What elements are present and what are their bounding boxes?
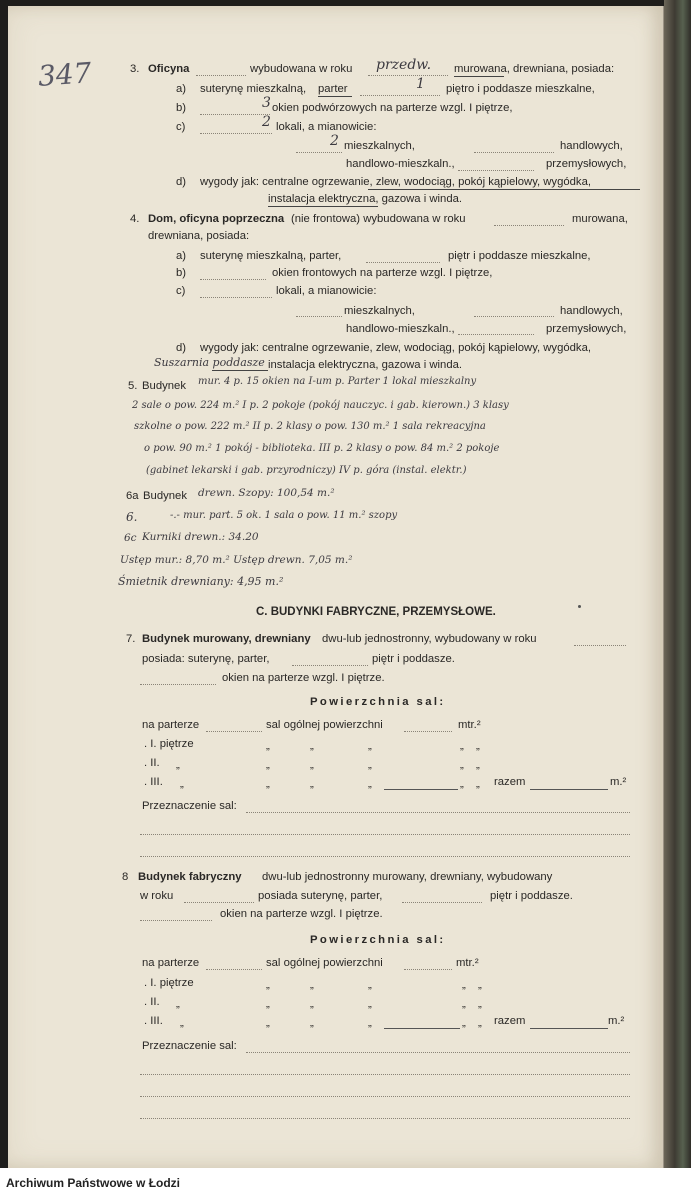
s3-a-hw: 1 (416, 76, 425, 92)
s6d-hw: Ustęp mur.: 8,70 m.² Ustęp drewn. 7,05 m.² (120, 554, 353, 566)
s6e-hw: Śmietnik drewniany: 4,95 m.² (118, 575, 284, 588)
s6a-label: Budynek (143, 490, 187, 502)
s8-r3-d5: „ (478, 998, 482, 1010)
s7-r3-d5: „ (476, 759, 480, 771)
s7-r1a: na parterze (142, 719, 200, 731)
s3-materials: murowana, drewniana, posiada: (454, 63, 615, 75)
s5-hw2: 2 sale o pow. 224 m.² I p. 2 pokoje (pokój nauczyc. i gab. kierown.) 3 klasy (132, 400, 509, 411)
s4-b-letter: b) (176, 267, 187, 279)
s8-r3-d3: „ (368, 998, 372, 1010)
s5-num: 5. (128, 380, 138, 392)
s7-r3-d2: „ (310, 759, 314, 771)
s5-hw3: szkolne o pow. 222 m.² II p. 2 klasy o pow. 130 m.² 1 sala rekreacyjna (134, 421, 486, 432)
s7-r4-d5: „ (476, 778, 480, 790)
s3-a-letter: a) (176, 83, 187, 95)
s7-r3-d4: „ (460, 759, 464, 771)
s8-razem: razem (494, 1015, 526, 1027)
s4-c-handl: handlowych, (560, 305, 623, 317)
s6a-hw: drewn. Szopy: 100,54 m.² (198, 487, 335, 499)
s7-t1: dwu-lub jednostronny, wybudowany w roku (322, 633, 537, 645)
s7-m2: m.² (610, 776, 627, 788)
s7-r2-d3: „ (368, 740, 372, 752)
s4-d-letter: d) (176, 342, 187, 354)
s4-a-letter: a) (176, 250, 187, 262)
s3-a-text2: parter (318, 83, 348, 95)
s7-r4-d3: „ (368, 778, 372, 790)
s3-b-text: okien podwórzowych na parterze wzgl. I piętrze, (272, 102, 513, 114)
s4-c-letter: c) (176, 285, 186, 297)
s4-c-mieszk: mieszkalnych, (344, 305, 415, 317)
s8-r3-d1: „ (266, 998, 270, 1010)
s4-b-text: okien frontowych na parterze wzgl. I piętrze, (272, 267, 493, 279)
s7-pow: Powierzchnia sal: (310, 696, 446, 708)
s3-c-hm: handlowo-mieszkaln., (346, 158, 455, 170)
s8-r2-d1: „ (266, 979, 270, 991)
s8-pow: Powierzchnia sal: (310, 934, 446, 946)
s6c-hw: Kurniki drewn.: 34.20 (142, 531, 259, 543)
s6c-num: 6c (124, 532, 137, 544)
archive-label: Archiwum Państwowe w Łodzi (6, 1176, 181, 1190)
s4-d-text1: wygody jak: centralne ogrzewanie, zlew, wodociąg, pokój kąpielowy, wygódka, (200, 342, 591, 354)
s3-built: wybudowana w roku (250, 63, 353, 75)
s7-r4-d4: „ (460, 778, 464, 790)
s5-hw5: (gabinet lekarski i gab. przyrodniczy) IV p. góra (instal. elektr.) (146, 465, 467, 476)
s5-label: Budynek (142, 380, 186, 392)
s7-title: Budynek murowany, drewniany (142, 633, 311, 645)
s7-r2-d5: „ (476, 740, 480, 752)
s8-title: Budynek fabryczny (138, 871, 242, 883)
s7-r2: . I. piętrze (144, 738, 194, 750)
s3-year: przedw. (376, 57, 432, 73)
page-number: 347 (36, 56, 93, 93)
s8-r4-d4: „ (462, 1017, 466, 1029)
archive-footer (0, 1168, 691, 1200)
s3-d-letter: d) (176, 176, 187, 188)
s8-r4-d1: „ (266, 1017, 270, 1029)
s7-r1c: mtr.² (458, 719, 481, 731)
s7-r4-d2: „ (310, 778, 314, 790)
s8-t2: w roku (140, 890, 174, 902)
s4-a-text2: piętr i poddasze mieszkalne, (448, 250, 591, 262)
s8-r2-d5: „ (478, 979, 482, 991)
s7-t4: okien na parterze wzgl. I piętrze. (222, 672, 385, 684)
s8-r1b: sal ogólnej powierzchni (266, 957, 383, 969)
s7-num: 7. (126, 633, 136, 645)
s3-c-mieszk: mieszkalnych, (344, 140, 415, 152)
s7-r1b: sal ogólnej powierzchni (266, 719, 383, 731)
s8-przezn: Przeznaczenie sal: (142, 1040, 237, 1052)
s3-b-letter: b) (176, 102, 187, 114)
s3-title: Oficyna (148, 63, 190, 75)
s8-r4-d2: „ (310, 1017, 314, 1029)
section-c-heading: C. BUDYNKI FABRYCZNE, PRZEMYSŁOWE. (256, 606, 496, 618)
s8-t3: posiada suterynę, parter, (258, 890, 383, 902)
s8-r1a: na parterze (142, 957, 200, 969)
s3-num: 3. (130, 63, 140, 75)
s3-c-text: lokali, a mianowicie: (276, 121, 377, 133)
s4-c-text: lokali, a mianowicie: (276, 285, 377, 297)
s8-r4-d3: „ (368, 1017, 372, 1029)
s7-r4-d0: „ (180, 778, 184, 790)
book-binding (664, 0, 691, 1168)
s3-a-text1: suterynę mieszkalną, (200, 83, 307, 95)
s4-t3: drewniana, posiada: (148, 230, 250, 242)
s3-d-text1: wygody jak: centralne ogrzewanie, zlew, wodociąg, pokój kąpielowy, wygódka, (200, 176, 591, 188)
s8-t1: dwu-lub jednostronny murowany, drewniany, wybudowany (262, 871, 553, 883)
s3-c-hw2: 2 (330, 133, 339, 149)
s4-d-text2: instalacja elektryczna, gazowa i winda. (268, 359, 463, 371)
s8-r2: . I. piętrze (144, 977, 194, 989)
s8-m2: m.² (608, 1015, 625, 1027)
s8-r4-d0: „ (180, 1017, 184, 1029)
s8-r1c: mtr.² (456, 957, 479, 969)
s3-d-text2: instalacja elektryczna, gazowa i winda. (268, 193, 463, 205)
s4-title: Dom, oficyna poprzeczna (148, 213, 285, 225)
s8-num: 8 (122, 871, 129, 883)
s8-t5: okien na parterze wzgl. I piętrze. (220, 908, 383, 920)
s8-r4-d5: „ (478, 1017, 482, 1029)
s8-r3-d2: „ (310, 998, 314, 1010)
s7-r3: . II. (144, 757, 160, 769)
s3-c-letter: c) (176, 121, 186, 133)
s4-d-hw: Suszarnia poddasze (154, 356, 265, 369)
s6b-num: 6. (126, 510, 138, 524)
s6b-hw: -.- mur. part. 5 ok. 1 sala o pow. 11 m.² szopy (170, 510, 398, 521)
s7-t2: posiada: suterynę, parter, (142, 653, 270, 665)
s7-razem: razem (494, 776, 526, 788)
s8-r3-d0: „ (176, 998, 180, 1010)
s8-r2-d4: „ (462, 979, 466, 991)
s8-r2-d3: „ (368, 979, 372, 991)
s8-r3: . II. (144, 996, 160, 1008)
s8-r2-d2: „ (310, 979, 314, 991)
s5-hw4: o pow. 90 m.² 1 pokój - biblioteka. III p. 2 klasy o pow. 84 m.² 2 pokoje (144, 443, 500, 454)
s4-num: 4. (130, 213, 140, 225)
s4-c-hm: handlowo-mieszkaln., (346, 323, 455, 335)
s3-b-hw: 3 (262, 95, 271, 111)
s7-t3: piętr i poddasze. (372, 653, 455, 665)
s7-przezn: Przeznaczenie sal: (142, 800, 237, 812)
s7-r3-d0: „ (176, 759, 180, 771)
s7-r4-d1: „ (266, 778, 270, 790)
s7-r4: . III. (144, 776, 163, 788)
s8-r4: . III. (144, 1015, 163, 1027)
s8-t4: piętr i poddasze. (490, 890, 573, 902)
s8-r3-d4: „ (462, 998, 466, 1010)
s4-t1: (nie frontowa) wybudowana w roku (291, 213, 466, 225)
s7-r2-d4: „ (460, 740, 464, 752)
s3-c-hw: 2 (262, 114, 271, 130)
s4-a-text1: suterynę mieszkalną, parter, (200, 250, 342, 262)
s3-c-handl: handlowych, (560, 140, 623, 152)
s7-r2-d2: „ (310, 740, 314, 752)
s7-r3-d1: „ (266, 759, 270, 771)
s5-hw1: mur. 4 p. 15 okien na I-um p. Parter 1 lokal mieszkalny (198, 376, 477, 387)
s4-t2: murowana, (572, 213, 628, 225)
s7-r2-d1: „ (266, 740, 270, 752)
s4-c-przem: przemysłowych, (546, 323, 627, 335)
s3-a-text3: piętro i poddasze mieszkalne, (446, 83, 595, 95)
s3-c-przem: przemysłowych, (546, 158, 627, 170)
s6a-num: 6a (126, 490, 139, 502)
s7-r3-d3: „ (368, 759, 372, 771)
